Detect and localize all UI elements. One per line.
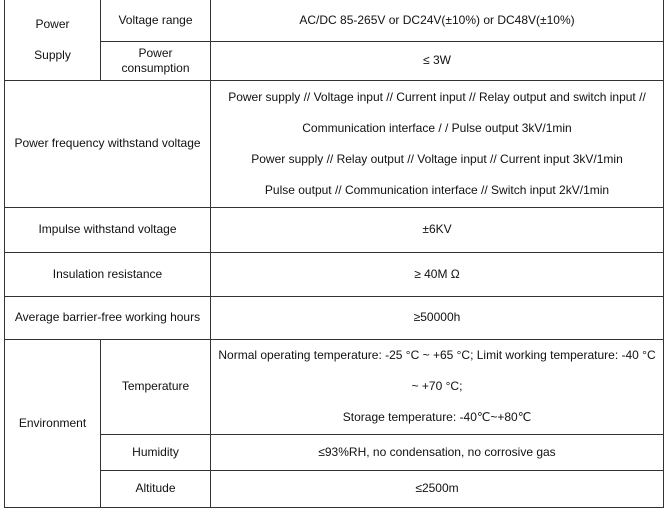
power-consumption-label: Power consumption: [101, 41, 211, 80]
table-row: [5, 339, 664, 434]
insulation-value: ≥ 40M Ω: [211, 252, 664, 296]
power-supply-label-line-1: Power: [35, 16, 70, 31]
power-supply-label-line-2: Supply: [34, 47, 71, 62]
table-row: [5, 80, 664, 207]
table-row: [5, 296, 664, 339]
table-row: [5, 434, 664, 470]
humidity-value: ≤93%RH, no condensation, no corrosive gas: [211, 434, 664, 470]
temperature-line-1: Normal operating temperature: -25 °C ~ +65 °C; Limit working temperature: -40 °C: [218, 348, 656, 363]
table-row: [5, 470, 664, 507]
power-frequency-label: Power frequency withstand voltage: [5, 80, 211, 207]
voltage-range-value: AC/DC 85-265V or DC24V(±10%) or DC48V(±10%): [211, 0, 664, 41]
temperature-value: [211, 339, 664, 434]
voltage-range-label: Voltage range: [101, 0, 211, 41]
mtbf-label: Average barrier-free working hours: [5, 296, 211, 339]
altitude-value: ≤2500m: [211, 470, 664, 507]
temperature-line-3: Storage temperature: -40℃~+80℃: [342, 410, 532, 425]
power-frequency-line-3: Power supply // Relay output // Voltage input // Current input 3kV/1min: [251, 151, 623, 166]
altitude-label: Altitude: [101, 470, 211, 507]
table-row: [5, 41, 664, 80]
impulse-label: Impulse withstand voltage: [5, 207, 211, 252]
impulse-value: ±6KV: [211, 207, 664, 252]
environment-label: Environment: [5, 339, 101, 507]
power-frequency-value: [211, 80, 664, 207]
humidity-label: Humidity: [101, 434, 211, 470]
table-row: [5, 0, 664, 41]
temperature-line-2: ~ +70 °C;: [411, 379, 463, 394]
table-row: [5, 207, 664, 252]
power-consumption-value: ≤ 3W: [211, 41, 664, 80]
power-frequency-line-4: Pulse output // Communication interface // Switch input 2kV/1min: [264, 182, 610, 197]
power-frequency-line-2: Communication interface / / Pulse output 3kV/1min: [302, 120, 572, 135]
power-supply-label: [5, 0, 101, 80]
table-row: [5, 252, 664, 296]
mtbf-value: ≥50000h: [211, 296, 664, 339]
power-frequency-line-1: Power supply // Voltage input // Current input // Relay output and switch input //: [228, 89, 646, 104]
specification-table: [4, 0, 664, 508]
temperature-label: Temperature: [101, 339, 211, 434]
insulation-label: Insulation resistance: [5, 252, 211, 296]
